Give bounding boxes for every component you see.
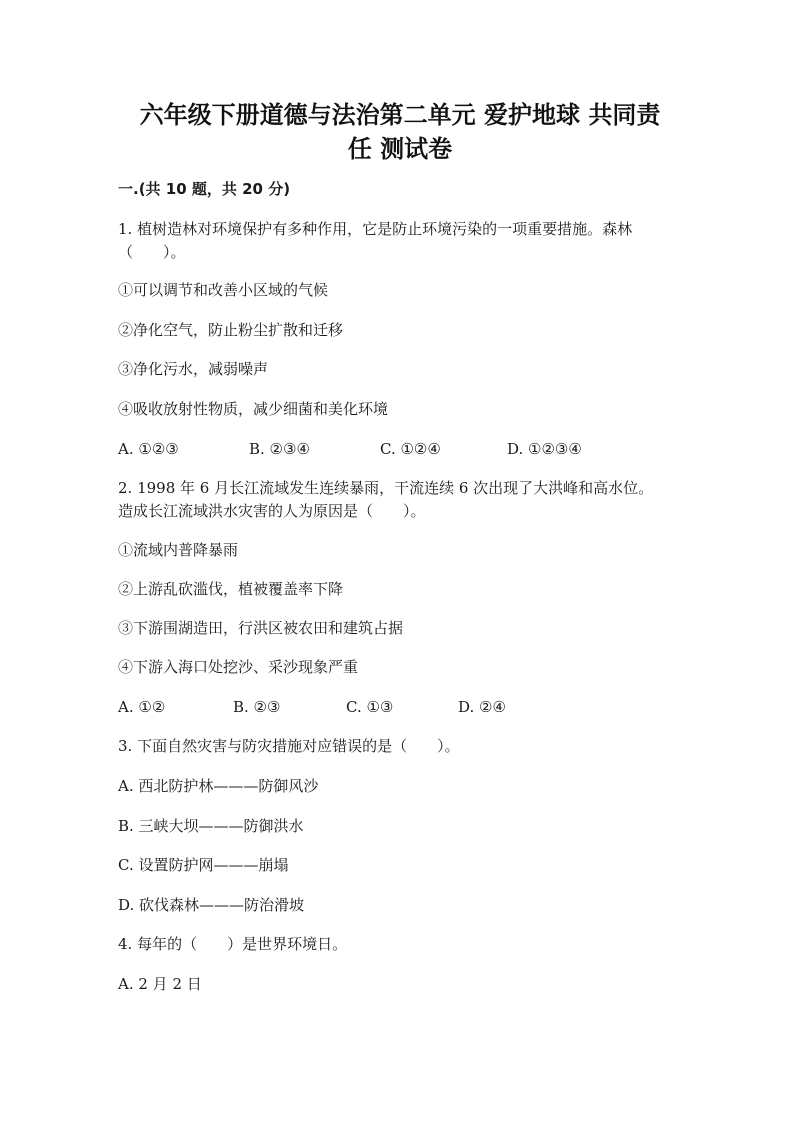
question-2-option-b[interactable]: B. ②③ bbox=[233, 698, 281, 716]
question-2-statement-3: ③下游围湖造田，行洪区被农田和建筑占据 bbox=[118, 619, 404, 637]
question-3-option-d[interactable]: D. 砍伐森林———防治滑坡 bbox=[118, 896, 305, 914]
question-1-statement-2: ②净化空气，防止粉尘扩散和迁移 bbox=[118, 321, 344, 339]
question-2-stem-line-2: 造成长江流域洪水灾害的人为原因是（ ）。 bbox=[118, 502, 426, 520]
question-1-stem-line-2: （ ）。 bbox=[118, 243, 186, 261]
question-1-option-a[interactable]: A. ①②③ bbox=[118, 440, 179, 458]
question-2-stem-line-1: 2. 1998 年 6 月长江流域发生连续暴雨，干流连续 6 次出现了大洪峰和高水位。 bbox=[118, 479, 654, 497]
question-2-option-a[interactable]: A. ①② bbox=[118, 698, 166, 716]
question-3-stem-line-1: 3. 下面自然灾害与防灾措施对应错误的是（ ）。 bbox=[118, 737, 460, 755]
question-1-stem-line-1: 1. 植树造林对环境保护有多种作用，它是防止环境污染的一项重要措施。森林 bbox=[118, 220, 633, 238]
question-2-statement-2: ②上游乱砍滥伐，植被覆盖率下降 bbox=[118, 580, 344, 598]
question-4-option-a[interactable]: A. 2 月 2 日 bbox=[118, 975, 202, 993]
exam-title-line-1: 六年级下册道德与法治第二单元 爱护地球 共同责 bbox=[139, 101, 661, 129]
question-2-statement-1: ①流域内普降暴雨 bbox=[118, 541, 239, 559]
section-heading: 一.(共 10 题，共 20 分) bbox=[118, 180, 291, 198]
question-2-statement-4: ④下游入海口处挖沙、采沙现象严重 bbox=[118, 658, 359, 676]
question-1-option-b[interactable]: B. ②③④ bbox=[249, 440, 310, 458]
question-1-statement-4: ④吸收放射性物质，减少细菌和美化环境 bbox=[118, 400, 389, 418]
question-3-option-a[interactable]: A. 西北防护林———防御风沙 bbox=[118, 777, 319, 795]
question-1-statement-1: ①可以调节和改善小区域的气候 bbox=[118, 281, 329, 299]
question-3-option-c[interactable]: C. 设置防护网———崩塌 bbox=[118, 856, 289, 874]
exam-title-line-2: 任 测试卷 bbox=[347, 135, 453, 163]
question-1-option-c[interactable]: C. ①②④ bbox=[380, 440, 441, 458]
question-1-option-d[interactable]: D. ①②③④ bbox=[507, 440, 582, 458]
question-1-statement-3: ③净化污水，减弱噪声 bbox=[118, 360, 269, 378]
question-4-stem-line-1: 4. 每年的（ ）是世界环境日。 bbox=[118, 935, 348, 953]
question-2-option-d[interactable]: D. ②④ bbox=[458, 698, 506, 716]
question-3-option-b[interactable]: B. 三峡大坝———防御洪水 bbox=[118, 817, 304, 835]
question-2-option-c[interactable]: C. ①③ bbox=[346, 698, 394, 716]
